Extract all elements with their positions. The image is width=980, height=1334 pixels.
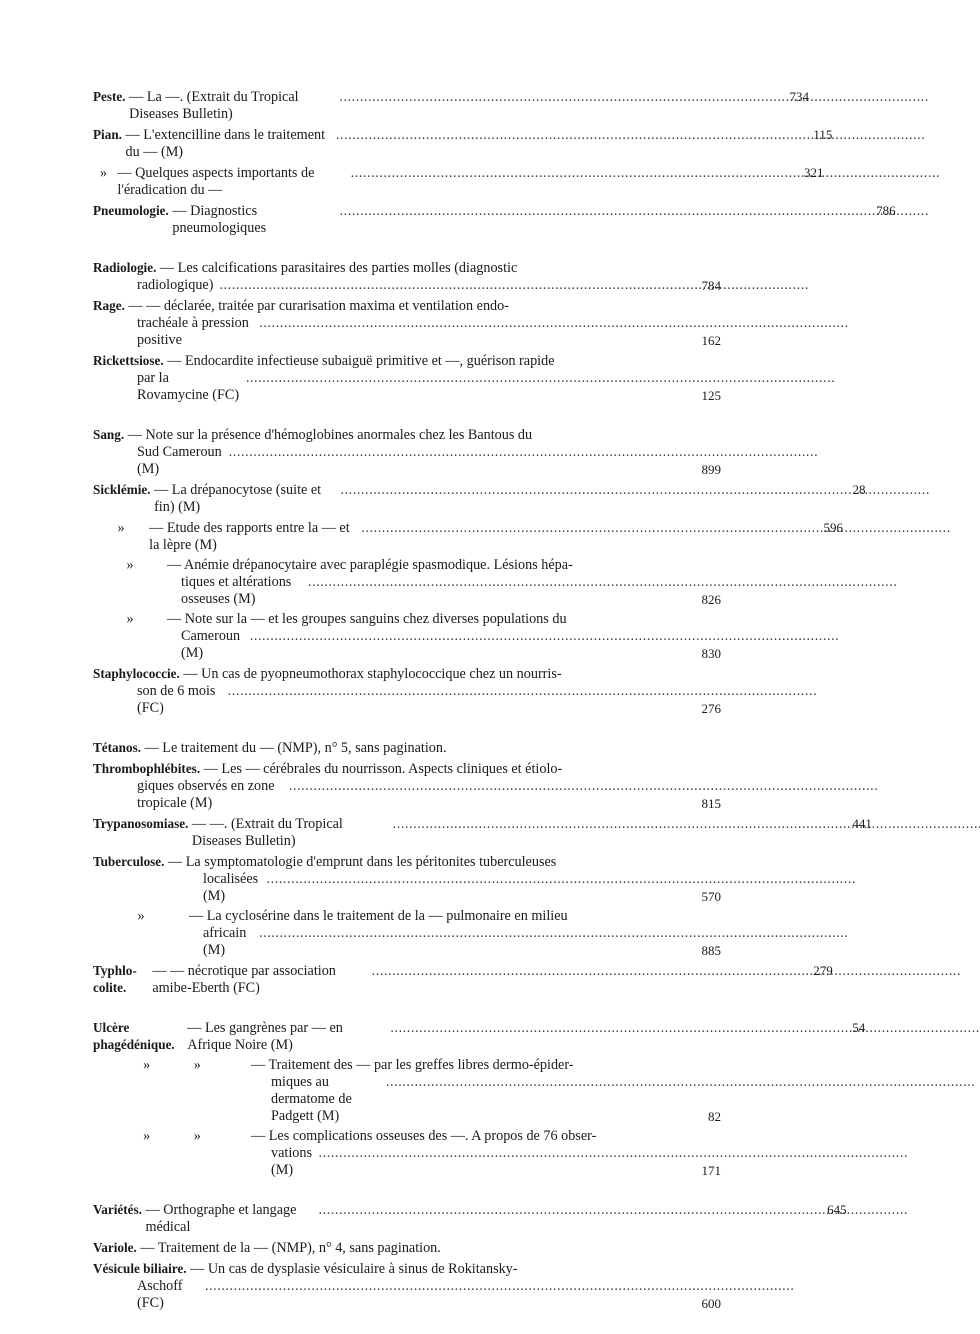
entry-text-line2: localisées (M) [203,871,259,904]
ditto-mark: » [137,908,145,924]
entry-page: 885 [701,943,721,958]
index-entry [93,259,721,294]
entry-text-line1: — Note sur la — et les groupes sanguins chez diverses populations du [167,611,567,627]
index-entry [93,853,721,905]
entry-text-line1: — Note sur la présence d'hémoglobines anormales chez les Bantous du [127,427,533,443]
entry-page: 784 [701,278,721,293]
entry-page: 645 [827,1202,847,1217]
entry-page: 54 [852,1020,866,1035]
entry-text: — L'extencilline dans le traitement du — (M) [125,127,326,160]
entry-text: — Le traitement du — (NMP), n° 5, sans pagination. [144,740,447,756]
entry-text-line1: — Endocardite infectieuse subaiguë primitive et —, guérison rapide [167,353,555,369]
entry-text-line2: par la Rovamycine (FC) [137,370,240,403]
entry-text: — Etude des rapports entre la — et la lèpre (M) [149,520,350,553]
entry-term: Sang. [93,427,125,442]
entry-term: Tétanos. [93,740,141,755]
entry-text: — La drépanocytose (suite et fin) (M) [154,482,322,515]
entry-text: — — nécrotique par association amibe-Eberth (FC) [152,963,336,996]
entry-term: Pian. [93,127,122,142]
index-entry [93,962,833,997]
index-group-s [93,426,866,717]
entry-text-line1: — Les complications osseuses des —. A propos de 76 obser- [251,1128,597,1144]
entry-page: 899 [701,462,721,477]
entry-page: 321 [804,165,824,180]
entry-term: Variole. [93,1240,137,1255]
entry-text: — Diagnostics pneumologiques [172,203,267,236]
entry-page: 570 [701,889,721,904]
entry-term: Variétés. [93,1202,142,1217]
index-entry [93,352,721,404]
entry-text-line2: Cameroun (M) [181,628,241,661]
entry-term: Rage. [93,298,125,313]
ditto-mark: » » [143,1128,201,1144]
index-group-v [93,1201,847,1312]
index-entry [93,611,721,662]
entry-term: Tuberculose. [93,854,165,869]
entry-term: Peste. [93,89,126,104]
entry-page: 82 [708,1109,721,1124]
entry-text-line1: — Anémie drépanocytaire avec paraplégie spasmodique. Lésions hépa- [167,557,573,573]
index-entry [93,1239,721,1257]
entry-term: Sicklémie. [93,482,151,497]
entry-term: Vésicule biliaire. [93,1261,187,1276]
index-entry [93,1260,721,1312]
entry-text-line1: — La symptomatologie d'emprunt dans les péritonites tuberculeuses [168,854,557,870]
index-entry [93,481,866,516]
entry-page: 125 [701,388,721,403]
entry-text-line1: — La cyclosérine dans le traitement de la — pulmonaire en milieu [189,908,568,924]
entry-text: — La —. (Extrait du Tropical Diseases Bulletin) [129,89,299,122]
index-entry [93,164,824,199]
entry-text: — Traitement de la — (NMP), n° 4, sans pagination. [140,1240,441,1256]
ditto-mark: » [126,611,134,627]
entry-text: — Les gangrènes par — en Afrique Noire (M) [187,1020,343,1053]
entry-text-line2: son de 6 mois (FC) [137,683,216,716]
entry-text-line2: Aschoff (FC) [137,1278,183,1311]
entry-text-line2: radiologique) [137,277,214,293]
index-group-p [93,88,896,237]
entry-text: — Quelques aspects importants de l'éradication du — [117,165,315,198]
ditto-mark: » [117,520,125,536]
index-group-u [93,1019,866,1179]
index-entry [93,126,833,161]
index-entry [93,815,872,850]
index-entry [93,297,721,349]
index-entry [93,88,810,123]
index-entry [93,202,896,237]
entry-text-line2: africain (M) [203,925,247,958]
entry-page: 28 [852,482,866,497]
entry-page: 596 [823,520,843,535]
entry-term: Trypanosomiase. [93,816,189,831]
entry-term: Thrombophlébites. [93,761,201,776]
index-entry [93,760,721,812]
entry-term: Ulcère phagédénique. [93,1020,175,1052]
entry-text-line1: — — déclarée, traitée par curarisation maxima et ventilation endo- [128,298,509,314]
entry-text-line2: vations (M) [271,1145,312,1178]
index-entry [93,1019,866,1054]
entry-page: 786 [876,203,896,218]
entry-text-line2: Sud Cameroun (M) [137,444,222,477]
entry-text-line1: — Un cas de dysplasie vésiculaire à sinus de Rokitansky- [190,1261,518,1277]
index-entry [93,908,721,959]
entry-text-line1: — Les calcifications parasitaires des parties molles (diagnostic [159,260,518,276]
entry-text: — Orthographe et langage médical [145,1202,297,1235]
entry-term: Rickettsiose. [93,353,164,368]
entry-text-line2: tiques et altérations osseuses (M) [181,574,292,607]
index-group-t [93,739,872,997]
ditto-mark: » » [143,1057,201,1073]
entry-text-line1: — Les — cérébrales du nourrisson. Aspects cliniques et étiolo- [203,761,563,777]
index-entry [93,739,721,757]
entry-text-line2: trachéale à pression positive [137,315,249,348]
index-entry [93,557,721,608]
entry-term: Typhlo-colite. [93,963,137,995]
entry-page: 815 [701,796,721,811]
index-entry [93,1201,847,1236]
entry-page: 441 [852,816,872,831]
entry-page: 162 [701,333,721,348]
entry-page: 276 [701,701,721,716]
entry-text-line2: miques au dermatome de Padgett (M) [271,1074,352,1124]
entry-page: 115 [813,127,833,142]
entry-text-line1: — Un cas de pyopneumothorax staphylococcique chez un nourris- [183,666,562,682]
entry-term: Radiologie. [93,260,157,275]
index-entry [93,665,721,717]
index-entry [93,426,721,478]
entry-page: 279 [813,963,833,978]
entry-term: Staphylococcie. [93,666,180,681]
entry-page: 830 [701,646,721,661]
index-group-r [93,259,721,404]
ditto-mark: » [99,165,107,181]
entry-text-line2: giques observés en zone tropicale (M) [137,778,275,811]
entry-page: 600 [701,1296,721,1311]
entry-text-line1: — Traitement des — par les greffes libres dermo-épider- [251,1057,574,1073]
index-entry [93,1128,721,1179]
entry-page: 734 [789,89,810,104]
entry-term: Pneumologie. [93,203,169,218]
index-entry [93,1057,721,1125]
entry-page: 826 [701,592,721,607]
entry-text: — —. (Extrait du Tropical Diseases Bulletin) [191,816,343,849]
index-entry [93,519,843,554]
entry-page: 171 [701,1163,721,1178]
ditto-mark: » [126,557,134,573]
subject-index [93,88,896,1334]
